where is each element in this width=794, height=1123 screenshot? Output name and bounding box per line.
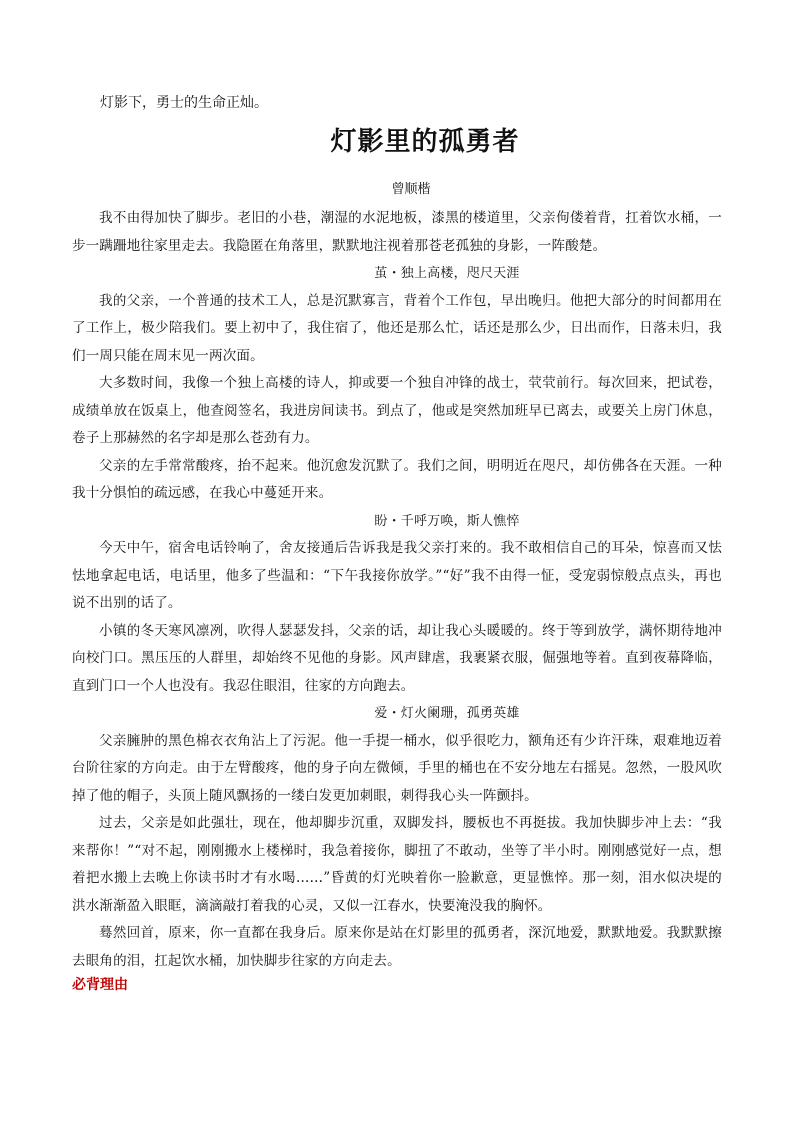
paragraph: 今天中午，宿舍电话铃响了，舍友接通后告诉我是我父亲打来的。我不敢相信自己的耳朵，惊喜而又怯怯地拿起电话，电话里，他多了些温和：“下午我接你放学。”“好”我不由得一怔，受宠弱惊般点点头，再也说不出别的话了。 xyxy=(72,540,722,611)
paragraph: 过去，父亲是如此强壮，现在，他却脚步沉重，双脚发抖，腰板也不再挺拔。我加快脚步冲上去：“我来帮你！”“对不起，刚刚搬水上楼梯时，我急着接你，脚扭了不敢动，坐等了半小时。刚刚感觉好一点，想着把水搬上去晚上你读书时才有水喝……”昏黄的灯光映着你一脸歉意，更显憔悴。那一刻，泪水似决堤的洪水渐渐盈入眼眶，滴滴敲打着我的心灵，又似一江春水，快要淹没我的胸怀。 xyxy=(72,815,722,914)
intro-line: 灯影下，勇士的生命正灿。 xyxy=(100,95,268,111)
paragraph: 父亲的左手常常酸疼，抬不起来。他沉愈发沉默了。我们之间，明明近在咫尺，却仿佛各在天涯。一种我十分惧怕的疏远感，在我心中蔓延开来。 xyxy=(72,457,722,501)
section-heading: 茧・独上高楼，咫尺天涯 xyxy=(374,266,520,281)
paragraph: 蓦然回首，原来，你一直都在我身后。原来你是站在灯影里的孤勇者，深沉地爱，默默地爱。我默默擦去眼角的泪，扛起饮水桶，加快脚步往家的方向走去。 xyxy=(72,925,722,969)
section-heading: 爱・灯火阑珊，孤勇英雄 xyxy=(374,706,520,721)
section-label-must-recite: 必背理由 xyxy=(72,977,128,993)
section-heading: 盼・千呼万唤，斯人憔悴 xyxy=(374,513,520,529)
paragraph: 我的父亲，一个普通的技术工人，总是沉默寡言，背着个工作包，早出晚归。他把大部分的时间都用在了工作上，极少陪我们。要上初中了，我住宿了，他还是那么忙，话还是那么少，日出而作，日落未归，我们一周只能在周末见一两次面。 xyxy=(72,292,722,364)
paragraph: 大多数时间，我像一个独上高楼的诗人，抑或要一个独自冲锋的战士，茕茕前行。每次回来，把试卷，成绩单放在饭桌上，他查阅签名，我进房间读书。到点了，他或是突然加班早已离去，或要关上房门休息，卷子上那赫然的名字却是那么苍劲有力。 xyxy=(72,375,722,446)
paragraph: 小镇的冬天寒风凛冽，吹得人瑟瑟发抖，父亲的话，却让我心头暖暖的。终于等到放学，满怀期待地冲向校门口。黑压压的人群里，却始终不见他的身影。风声肆虐，我裹紧衣服，倔强地等着。直到夜幕降临，直到门口一个人也没有。我忍住眼泪，往家的方向跑去。 xyxy=(72,622,722,694)
paragraph: 我不由得加快了脚步。老旧的小巷，潮湿的水泥地板，漆黑的楼道里，父亲佝偻着背，扛着饮水桶，一步一蹒跚地往家里走去。我隐匿在角落里，默默地注视着那苍老孤独的身影，一阵酸楚。 xyxy=(72,210,722,254)
author-name: 曾顺楷 xyxy=(391,182,431,197)
paragraph: 父亲臃肿的黑色棉衣衣角沾上了污泥。他一手提一桶水，似乎很吃力，额角还有少许汗珠，艰难地迈着台阶往家的方向走。由于左臂酸疼，他的身子向左微倾，手里的桶也在不安分地左右摇晃。忽然，一股风吹掉了他的帽子，头顶上随风飘扬的一缕白发更加刺眼，刺得我心头一阵颤抖。 xyxy=(72,732,722,804)
essay-title: 灯影里的孤勇者 xyxy=(330,127,520,157)
essay-body xyxy=(72,205,722,975)
